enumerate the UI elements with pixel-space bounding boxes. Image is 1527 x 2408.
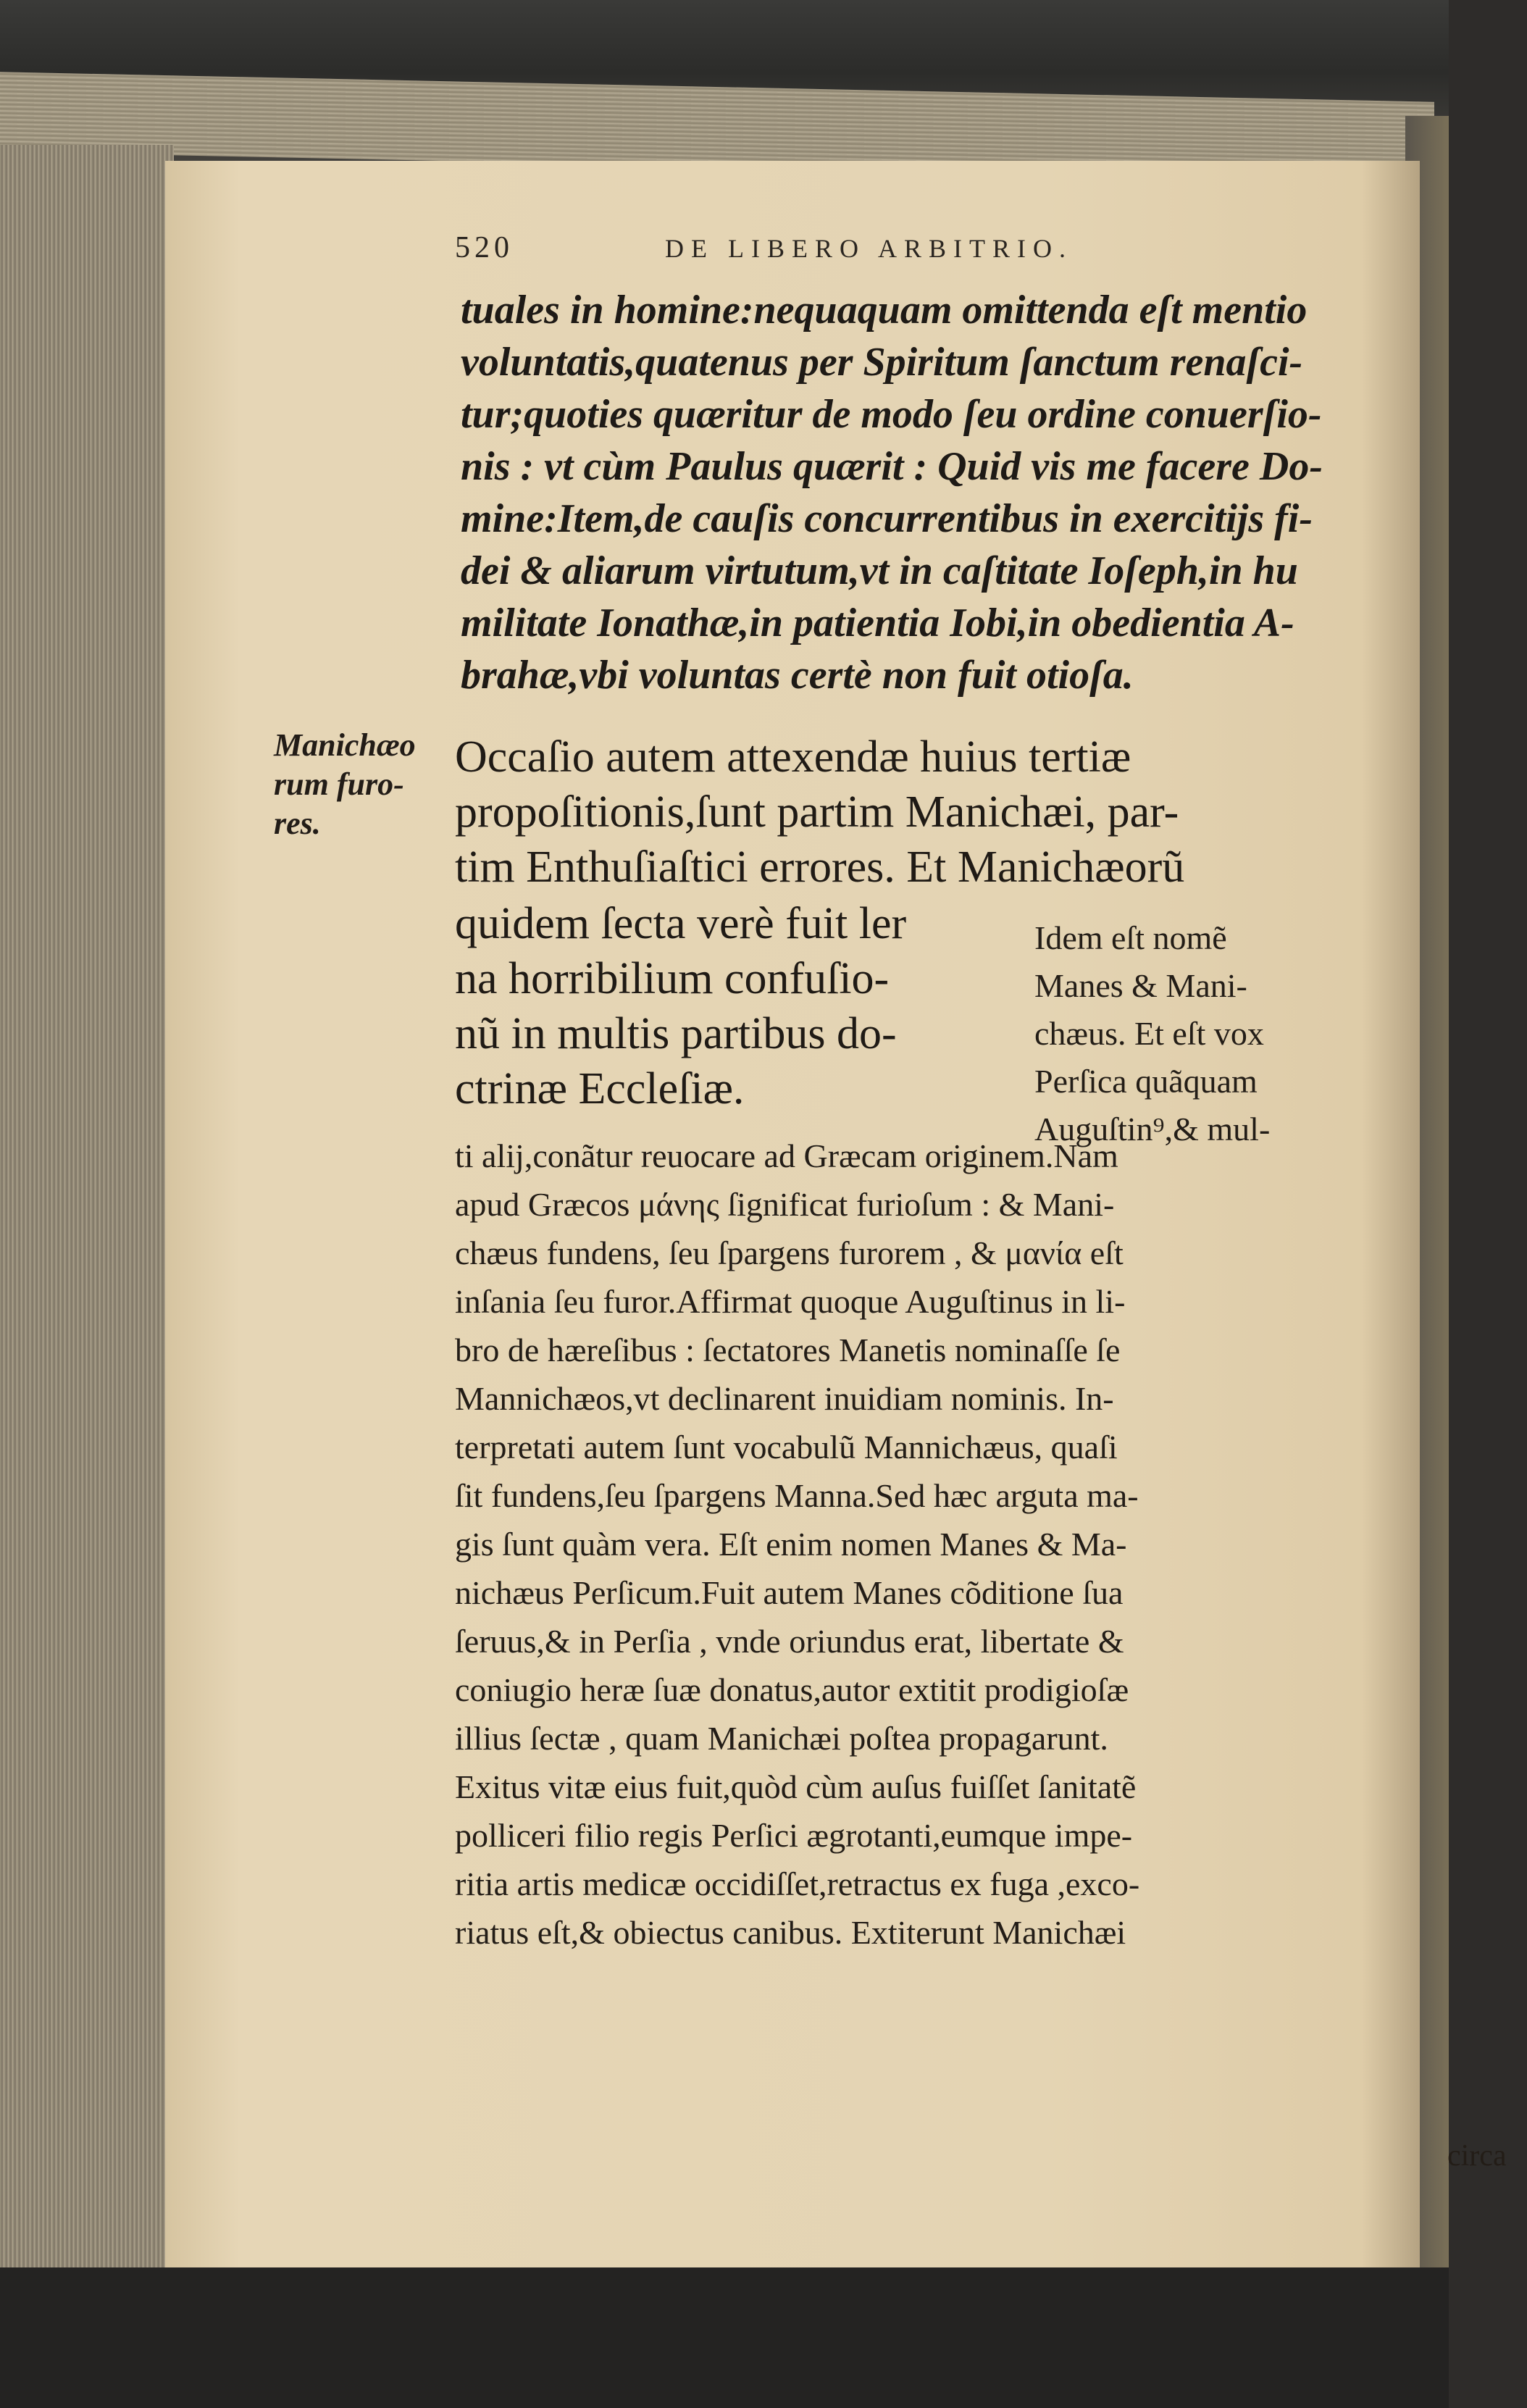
text-line: tim Enthuſiaſtici errores. Et Manichæorũ bbox=[455, 843, 1185, 892]
page-number: 520 bbox=[455, 231, 514, 264]
note-line: Manes & Mani- bbox=[1034, 967, 1247, 1004]
running-title: DE LIBERO ARBITRIO. bbox=[665, 234, 1073, 263]
text-line: inſania ſeu furor.Affirmat quoque Auguſtinus in li- bbox=[455, 1283, 1126, 1320]
text-line: militate Ionathæ,in patientia Iobi,in obedientia A- bbox=[461, 601, 1294, 645]
text-line: polliceri filio regis Perſici ægrotanti,eumque impe- bbox=[455, 1817, 1133, 1854]
text-line: riatus eſt,& obiectus canibus. Extiterunt Manichæi bbox=[455, 1914, 1126, 1951]
marginal-line: rum furo- bbox=[274, 766, 404, 802]
marginal-note bbox=[274, 726, 448, 843]
text-line: mine:Item,de cauſis concurrentibus in exercitijs fi- bbox=[461, 496, 1313, 541]
text-line: quidem ſecta verè fuit ler bbox=[455, 899, 907, 948]
text-line: ſit fundens,ſeu ſpargens Manna.Sed hæc arguta ma- bbox=[455, 1477, 1139, 1514]
text-line: coniugio heræ ſuæ donatus,autor extitit prodigioſæ bbox=[455, 1671, 1129, 1708]
text-line: bro de hæreſibus : ſectatores Manetis nominaſſe ſe bbox=[455, 1331, 1121, 1368]
text-line: Mannichæos,vt declinarent inuidiam nominis. In- bbox=[455, 1380, 1114, 1417]
note-line: Idem eſt nomẽ bbox=[1034, 919, 1227, 956]
inset-note bbox=[1034, 914, 1527, 1153]
note-line: Perſica quãquam bbox=[1034, 1063, 1258, 1100]
text-line: Occaſio autem attexendæ huius tertiæ bbox=[455, 732, 1131, 782]
text-line: apud Græcos μάνης ſignificat furioſum : & Mani- bbox=[455, 1186, 1115, 1223]
text-line: ſeruus,& in Perſia , vnde oriundus erat, libertate & bbox=[455, 1623, 1124, 1660]
marginal-line: res. bbox=[274, 806, 321, 841]
note-line: Auguſtin⁹,& mul- bbox=[1034, 1111, 1271, 1147]
text-line: brahæ,vbi voluntas certè non fuit otioſa. bbox=[461, 653, 1134, 698]
text-line: gis ſunt quàm vera. Eſt enim nomen Manes & Ma- bbox=[455, 1526, 1127, 1563]
book-page bbox=[165, 161, 1507, 2267]
text-line: chæus fundens, ſeu ſpargens furorem , & μανία eſt bbox=[455, 1234, 1124, 1271]
book-page-edges-left bbox=[0, 145, 174, 2289]
main-text-left-column bbox=[455, 896, 1005, 1116]
text-line: ritia artis medicæ occidiſſet,retractus ex fuga ,exco- bbox=[455, 1865, 1140, 1902]
text-line: illius ſectæ , quam Manichæi poſtea propagarunt. bbox=[455, 1720, 1108, 1757]
italic-text-block bbox=[461, 284, 1518, 701]
page-gutter-shadow bbox=[1362, 161, 1420, 2267]
text-line: tuales in homine:nequaquam omittenda eſt mentio bbox=[461, 288, 1308, 333]
text-line: nũ in multis partibus do- bbox=[455, 1009, 897, 1058]
running-head bbox=[455, 230, 1324, 274]
book-bottom-edge bbox=[0, 2267, 1449, 2408]
text-line: ctrinæ Eccleſiæ. bbox=[455, 1064, 745, 1113]
text-line: na horribilium confuſio- bbox=[455, 954, 890, 1003]
catchword: circa bbox=[1447, 2139, 1507, 2173]
text-line: tur;quoties quæritur de modo ſeu ordine conuerſio- bbox=[461, 392, 1322, 437]
text-line: voluntatis,quatenus per Spiritum ſanctum renaſci- bbox=[461, 340, 1303, 385]
text-line: nis : vt cùm Paulus quærit : Quid vis me facere Do- bbox=[461, 444, 1323, 489]
marginal-line: Manichæo bbox=[274, 727, 416, 763]
text-line: Exitus vitæ eius fuit,quòd cùm auſus fuiſſet ſanitatẽ bbox=[455, 1768, 1137, 1805]
text-line: ti alij,conãtur reuocare ad Græcam originem.Nam bbox=[455, 1137, 1118, 1174]
text-line: nichæus Perſicum.Fuit autem Manes cõditione ſua bbox=[455, 1574, 1124, 1611]
text-line: terpretati autem ſunt vocabulũ Mannichæus, quaſi bbox=[455, 1429, 1118, 1466]
text-line: dei & aliarum virtutum,vt in caſtitate Ioſeph,in hu bbox=[461, 548, 1298, 593]
text-line: propoſitionis,ſunt partim Manichæi, par- bbox=[455, 787, 1179, 837]
note-line: chæus. Et eſt vox bbox=[1034, 1015, 1264, 1052]
